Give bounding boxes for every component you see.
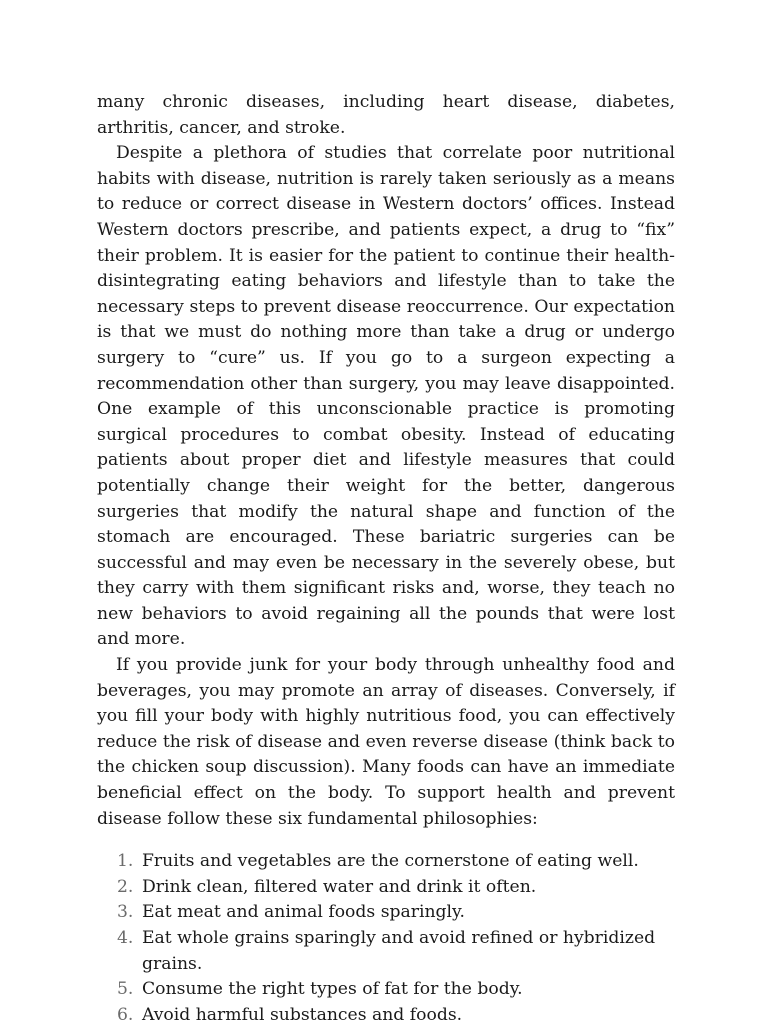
list-item-text: Drink clean, filtered water and drink it often. [142, 876, 537, 897]
list-item-number: 5. [117, 979, 134, 1000]
philosophies-list [97, 849, 675, 1028]
list-item [97, 977, 675, 1003]
list-item [97, 1003, 675, 1028]
list-item-number: 4. [117, 928, 134, 948]
list-item-text: Fruits and vegetables are the cornerstone of eating well. [142, 851, 639, 872]
list-item-number: 1. [117, 851, 134, 872]
list-item-text: Avoid harmful substances and foods. [142, 1004, 463, 1025]
list-item-text: Eat whole grains sparingly and avoid refined or hybridized grains. [142, 928, 656, 974]
paragraph-junk-food: If you provide junk for your body through unhealthy food and beverages, you may promote an array of diseases. Conversely, if you fill your body with highly nutritious food, you can effectively reduce the risk of disease and even reverse disease (think back to the chicken soup discussion). Many foods can have an immediate beneficial effect on the body. To support health and prevent disease follow these six fundamental philosophies: [97, 655, 675, 829]
paragraph-continuation: many chronic diseases, including heart disease, diabetes, arthritis, cancer, and stroke. [97, 92, 675, 138]
list-item-text: Eat meat and animal foods sparingly. [142, 902, 465, 923]
list-item [97, 926, 675, 977]
list-item-text: Consume the right types of fat for the body. [142, 979, 523, 1000]
list-item-number: 6. [117, 1004, 134, 1025]
paragraph-nutrition-vs-drugs: Despite a plethora of studies that correlate poor nutritional habits with disease, nutrition is rarely taken seriously as a means to reduce or correct disease in Western doctors’ offices. Instead Western doctors prescribe, and patients expect, a drug to “fix” their problem. It is easier for the patient to continue their health-disintegrating eating behaviors and lifestyle than to take the necessary steps to prevent disease reoccurrence. Our expectation is that we must do nothing more than take a drug or undergo surgery to “cure” us. If you go to a surgeon expecting a recommendation other than surgery, you may leave disappointed. One example of this unconscionable practice is promoting surgical procedures to combat obesity. Instead of educating patients about proper diet and lifestyle measures that could potentially change their weight for the better, dangerous surgeries that modify the natural shape and function of the stomach are encouraged. These bariatric surgeries can be successful and may even be necessary in the severely obese, but they carry with them significant risks and, worse, they teach no new behaviors to avoid regaining all the pounds that were lost and more. [97, 143, 675, 650]
list-item [97, 875, 675, 901]
list-item [97, 849, 675, 875]
list-item [97, 900, 675, 926]
list-item-number: 3. [117, 902, 134, 923]
list-item-number: 2. [117, 876, 134, 897]
page-body [97, 90, 675, 1028]
